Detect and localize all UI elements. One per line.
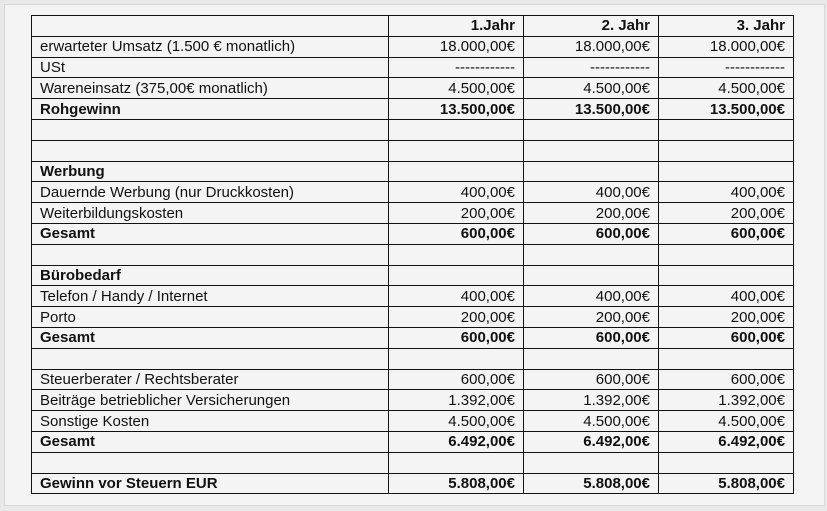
value-cell-year-3 (659, 452, 794, 473)
value-cell-year-1: 600,00€ (389, 327, 524, 348)
value-cell-year-3: 200,00€ (659, 307, 794, 328)
table-row (32, 36, 794, 57)
table-row (32, 244, 794, 265)
value-cell-year-1 (389, 119, 524, 140)
row-label: erwarteter Umsatz (1.500 € monatlich) (32, 36, 389, 57)
value-cell-year-3 (659, 244, 794, 265)
table-row (32, 390, 794, 411)
row-label (32, 452, 389, 473)
header-cell-year-3: 3. Jahr (659, 16, 794, 37)
value-cell-year-1 (389, 452, 524, 473)
value-cell-year-2: 400,00€ (524, 286, 659, 307)
table-row (32, 411, 794, 432)
value-cell-year-2: 6.492,00€ (524, 431, 659, 452)
value-cell-year-1 (389, 348, 524, 369)
row-label: Werbung (32, 161, 389, 182)
row-label (32, 244, 389, 265)
table-row (32, 265, 794, 286)
row-label: USt (32, 57, 389, 78)
value-cell-year-3 (659, 348, 794, 369)
row-label: Sonstige Kosten (32, 411, 389, 432)
value-cell-year-2: 5.808,00€ (524, 473, 659, 494)
value-cell-year-3: 18.000,00€ (659, 36, 794, 57)
value-cell-year-1: 4.500,00€ (389, 411, 524, 432)
table-row (32, 140, 794, 161)
document-page (4, 4, 825, 506)
row-label: Weiterbildungskosten (32, 203, 389, 224)
table-row (32, 99, 794, 120)
table-row (32, 431, 794, 452)
value-cell-year-2 (524, 244, 659, 265)
value-cell-year-2 (524, 119, 659, 140)
value-cell-year-2: 200,00€ (524, 203, 659, 224)
value-cell-year-2: 1.392,00€ (524, 390, 659, 411)
value-cell-year-3: 4.500,00€ (659, 411, 794, 432)
table-row (32, 182, 794, 203)
value-cell-year-3: 400,00€ (659, 182, 794, 203)
table-row (32, 369, 794, 390)
row-label: Gesamt (32, 223, 389, 244)
value-cell-year-2: 4.500,00€ (524, 78, 659, 99)
value-cell-year-1: 1.392,00€ (389, 390, 524, 411)
value-cell-year-3 (659, 161, 794, 182)
value-cell-year-1: 400,00€ (389, 286, 524, 307)
table-row (32, 327, 794, 348)
value-cell-year-2: 600,00€ (524, 223, 659, 244)
table-row (32, 78, 794, 99)
row-label: Telefon / Handy / Internet (32, 286, 389, 307)
value-cell-year-3 (659, 265, 794, 286)
value-cell-year-2 (524, 265, 659, 286)
value-cell-year-2: 18.000,00€ (524, 36, 659, 57)
header-cell-year-1: 1.Jahr (389, 16, 524, 37)
value-cell-year-2: 200,00€ (524, 307, 659, 328)
value-cell-year-3: 600,00€ (659, 369, 794, 390)
value-cell-year-3: 4.500,00€ (659, 78, 794, 99)
value-cell-year-1: 4.500,00€ (389, 78, 524, 99)
value-cell-year-3: 5.808,00€ (659, 473, 794, 494)
value-cell-year-2 (524, 140, 659, 161)
value-cell-year-3: 1.392,00€ (659, 390, 794, 411)
row-label: Porto (32, 307, 389, 328)
value-cell-year-2 (524, 452, 659, 473)
value-cell-year-3 (659, 140, 794, 161)
row-label: Gesamt (32, 327, 389, 348)
value-cell-year-1: 400,00€ (389, 182, 524, 203)
value-cell-year-2: 13.500,00€ (524, 99, 659, 120)
value-cell-year-2: ------------ (524, 57, 659, 78)
value-cell-year-2: 600,00€ (524, 369, 659, 390)
value-cell-year-2 (524, 348, 659, 369)
row-label: Dauernde Werbung (nur Druckkosten) (32, 182, 389, 203)
value-cell-year-2 (524, 161, 659, 182)
table-row (32, 161, 794, 182)
table-row (32, 307, 794, 328)
value-cell-year-1: 200,00€ (389, 307, 524, 328)
value-cell-year-3: 600,00€ (659, 223, 794, 244)
row-label: Bürobedarf (32, 265, 389, 286)
value-cell-year-1: 200,00€ (389, 203, 524, 224)
value-cell-year-1: 13.500,00€ (389, 99, 524, 120)
value-cell-year-3: 400,00€ (659, 286, 794, 307)
value-cell-year-1: 600,00€ (389, 369, 524, 390)
value-cell-year-2: 600,00€ (524, 327, 659, 348)
table-row (32, 473, 794, 494)
header-row (32, 16, 794, 37)
row-label (32, 140, 389, 161)
row-label (32, 348, 389, 369)
value-cell-year-1: 6.492,00€ (389, 431, 524, 452)
value-cell-year-1 (389, 244, 524, 265)
table-row (32, 223, 794, 244)
value-cell-year-1 (389, 265, 524, 286)
table-row (32, 348, 794, 369)
value-cell-year-2: 400,00€ (524, 182, 659, 203)
value-cell-year-3: 600,00€ (659, 327, 794, 348)
value-cell-year-1 (389, 161, 524, 182)
table-row (32, 119, 794, 140)
row-label: Rohgewinn (32, 99, 389, 120)
value-cell-year-3 (659, 119, 794, 140)
value-cell-year-3: 13.500,00€ (659, 99, 794, 120)
table-row (32, 57, 794, 78)
value-cell-year-2: 4.500,00€ (524, 411, 659, 432)
value-cell-year-1: 600,00€ (389, 223, 524, 244)
row-label: Gesamt (32, 431, 389, 452)
header-cell-year-2: 2. Jahr (524, 16, 659, 37)
value-cell-year-1: 18.000,00€ (389, 36, 524, 57)
table-row (32, 203, 794, 224)
header-cell-label (32, 16, 389, 37)
row-label: Steuerberater / Rechtsberater (32, 369, 389, 390)
table-row (32, 452, 794, 473)
value-cell-year-3: 6.492,00€ (659, 431, 794, 452)
row-label: Gewinn vor Steuern EUR (32, 473, 389, 494)
value-cell-year-1: ------------ (389, 57, 524, 78)
row-label: Beiträge betrieblicher Versicherungen (32, 390, 389, 411)
row-label (32, 119, 389, 140)
row-label: Wareneinsatz (375,00€ monatlich) (32, 78, 389, 99)
value-cell-year-3: 200,00€ (659, 203, 794, 224)
table-row (32, 286, 794, 307)
cost-plan-table (31, 15, 794, 494)
value-cell-year-1: 5.808,00€ (389, 473, 524, 494)
value-cell-year-1 (389, 140, 524, 161)
value-cell-year-3: ------------ (659, 57, 794, 78)
